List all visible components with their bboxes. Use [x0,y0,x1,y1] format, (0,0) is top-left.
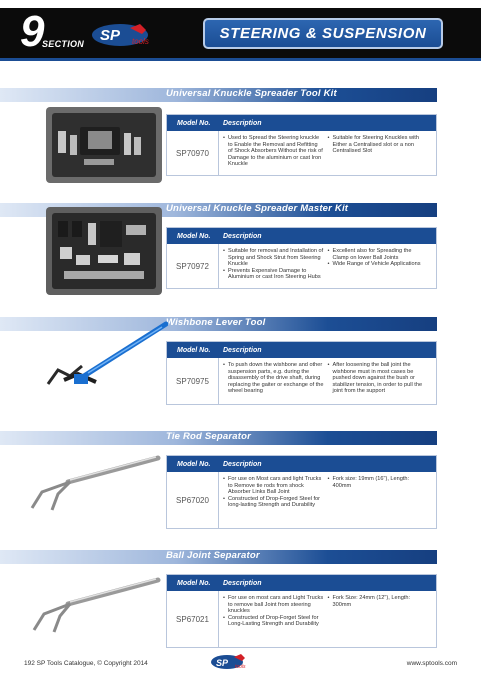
footer-sp-tools-logo [210,654,256,670]
footer-copyright: 192 SP Tools Catalogue, © Copyright 2014 [24,660,148,667]
description-bullet: • Fork Size: 24mm (12"), Length: 300mm [328,595,429,608]
table-row [167,244,436,288]
knuckle-spreader-master-kit-image [44,203,164,297]
description-bullet: • Excellent also for Spreading the Clamp on lower Ball Joints [328,248,429,261]
section-title-box [203,18,443,49]
wishbone-lever-image [34,318,170,402]
model-number: SP70975 [167,358,219,404]
page-header [0,0,481,58]
description-bullet: • Suitable for removal and Installation of Spring and Shock Strut from Steering Knuckle [223,248,324,268]
svg-text:SP: SP [100,27,121,44]
knuckle-spreader-kit-image [44,101,164,185]
description-cell [219,591,436,647]
header-rule [0,58,481,61]
section-label: SECTION [42,39,85,49]
model-header: Model No. [177,579,211,587]
model-number: SP67020 [167,472,219,528]
description-bullet: • Fork size: 19mm (16"), Length: 400mm [328,476,429,489]
product-table [166,114,437,176]
model-number: SP67021 [167,591,219,647]
product-band [0,550,437,564]
model-header: Model No. [177,119,211,127]
product-band [0,88,437,102]
footer-website: www.sptools.com [406,660,457,667]
table-header [167,115,436,131]
description-bullet: • Constructed of Drop-Forged Steel for long-lasting Strength and Durability [223,496,324,509]
description-bullet: • After loosening the ball joint the wishbone must in most cases be pushed down against the bush or stabilizer tension, in order to pull the joint from the support [328,362,429,395]
model-header: Model No. [177,232,211,240]
description-bullet: • For use on most cars and Light Trucks to remove ball Joint from steering knuckles [223,595,324,615]
product-table [166,227,437,289]
section-title: STEERING & SUSPENSION [219,25,427,42]
description-header: Description [223,119,262,127]
description-bullet: • For use on Most cars and light Trucks to Remove tie rods from shock Absorber Links Ball Joint [223,476,324,496]
sp-tools-logo [90,22,170,48]
svg-text:tools: tools [132,37,149,46]
tie-rod-separator-image [28,452,162,516]
product-title: Wishbone Lever Tool [166,317,266,328]
product-title: Universal Knuckle Spreader Tool Kit [166,88,337,99]
page-footer [0,649,481,680]
model-header: Model No. [177,346,211,354]
table-row [167,472,436,528]
table-row [167,131,436,175]
product-title: Universal Knuckle Spreader Master Kit [166,203,349,214]
product-table [166,455,437,529]
table-row [167,358,436,404]
table-header [167,228,436,244]
table-header [167,456,436,472]
ball-joint-separator-image [28,570,162,636]
table-row [167,591,436,647]
svg-text:tools: tools [235,664,246,670]
description-header: Description [223,460,262,468]
section-number: 9 [20,7,45,56]
description-cell [219,472,436,528]
description-bullet: • Wide Range of Vehicle Applications [328,261,429,268]
product-table [166,341,437,405]
model-number: SP70972 [167,244,219,288]
table-header [167,342,436,358]
product-title: Tie Rod Separator [166,431,252,442]
description-bullet: • Suitable for Steering Knuckles with Either a Centralised slot or a non Centralised Slot [328,135,429,155]
description-cell [219,358,436,404]
product-band [0,431,437,445]
description-bullet: • Prevents Expensive Damage to Aluminium or cast Iron Steering Hubs [223,268,324,281]
description-header: Description [223,579,262,587]
svg-text:SP: SP [216,658,229,668]
product-table [166,574,437,648]
description-cell [219,244,436,288]
description-cell [219,131,436,175]
description-bullet: • Constructed of Drop-Forget Steel for Long-Lasting Strength and Durability [223,615,324,628]
description-bullet: • Used to Spread the Steering knuckle to Enable the Removal and Refitting of Shock Absorbers Without the risk of Damage to the aluminium or cast Iron Knuckle [223,135,324,168]
product-title: Ball Joint Separator [166,550,260,561]
model-number: SP70970 [167,131,219,175]
table-header [167,575,436,591]
model-header: Model No. [177,460,211,468]
description-bullet: • To push down the wishbone and other suspension parts, e.g. during the disassembly of the drive shaft, during replacing the gaiter or exchange of the wheel bearing [223,362,324,395]
description-header: Description [223,232,262,240]
description-header: Description [223,346,262,354]
